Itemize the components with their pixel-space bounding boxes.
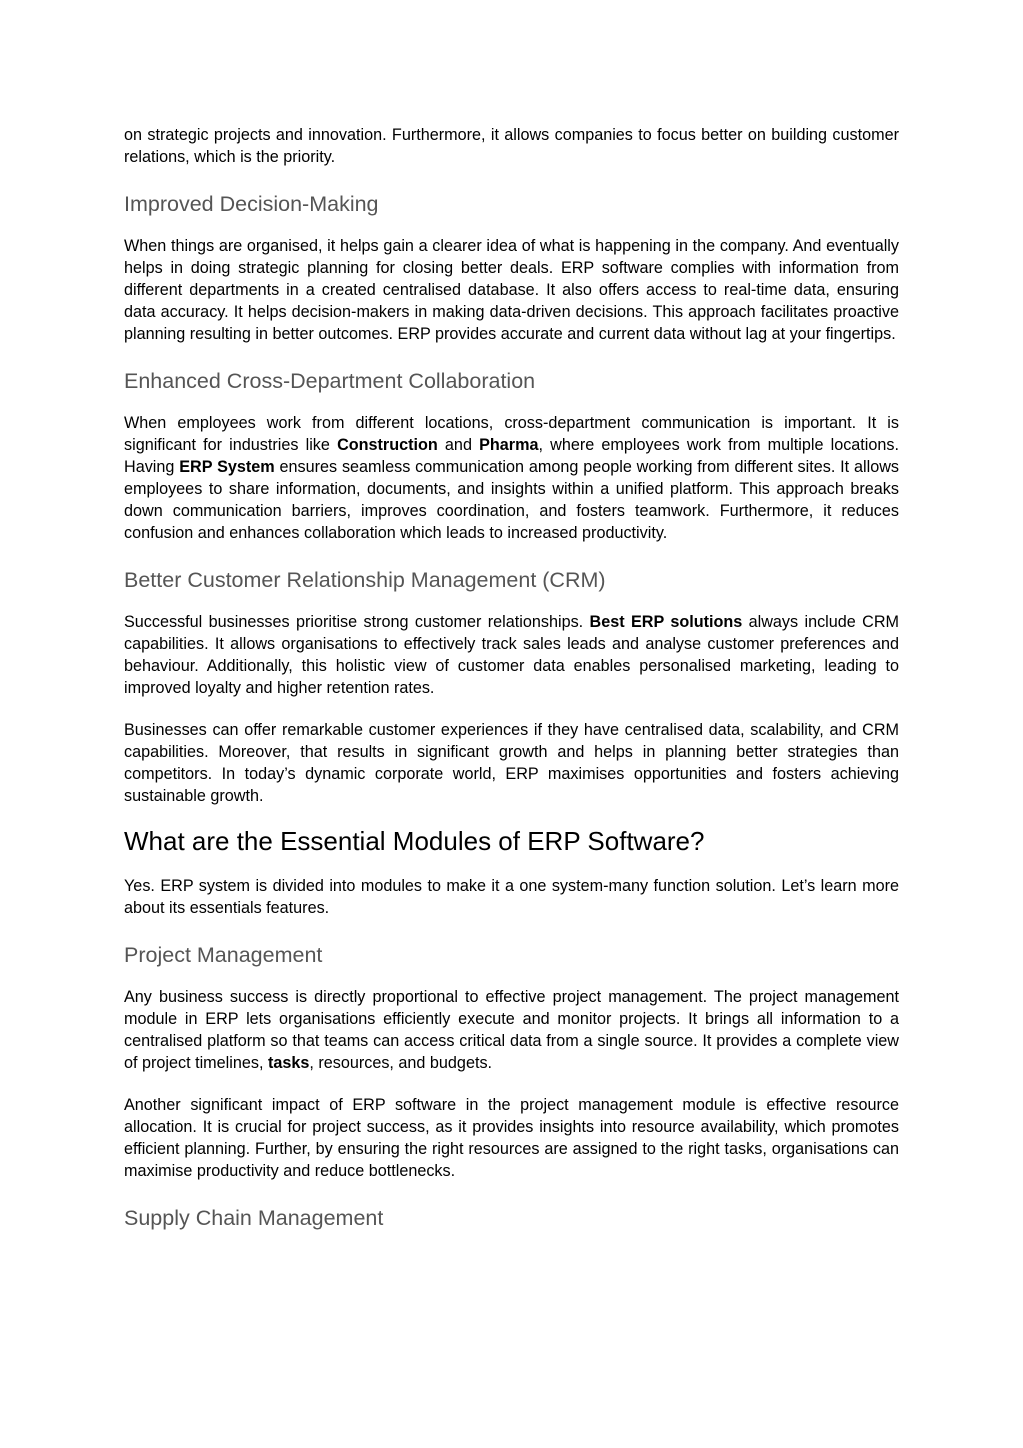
collaboration-paragraph [124, 412, 899, 544]
collab-text-4: ensures seamless communication among people working from different sites. It allows employees to share information, documents, and insights within a unified platform. This approach breaks down communication barriers, improves coordination, and fosters teamwork. Furthermore, it reduces confusion and enhances collaboration which leads to increased productivity. [124, 458, 900, 542]
crm-paragraph-1 [124, 611, 899, 699]
collab-bold-construction: Construction [337, 436, 438, 454]
heading-project-management: Project Management [124, 943, 323, 967]
heading-cross-department-collaboration: Enhanced Cross-Department Collaboration [124, 369, 536, 393]
heading-crm: Better Customer Relationship Management (CRM) [124, 568, 606, 592]
pm-text-1: Any business success is directly proportional to effective project management. The project management module in ERP lets organisations efficiently execute and monitor projects. It brings all information to a centralised platform so that teams can access critical data from a single source. It provides a complete view of project timelines, [124, 988, 899, 1072]
collab-bold-erp-system: ERP System [179, 458, 275, 476]
pm-text-2: , resources, and budgets. [309, 1054, 493, 1072]
crm-bold-best-erp-solutions: Best ERP solutions [589, 613, 743, 631]
collab-text-3: , where employees work from multiple locations. Having [124, 436, 899, 476]
heading-supply-chain-management: Supply Chain Management [124, 1206, 384, 1230]
intro-paragraph: on strategic projects and innovation. Furthermore, it allows companies to focus better on building customer relations, which is the priority. [124, 126, 899, 166]
collab-text-1: When employees work from different locations, cross-department communication is important. It is significant for industries like [124, 414, 899, 454]
crm-paragraph-2: Businesses can offer remarkable customer experiences if they have centralised data, scalability, and CRM capabilities. Moreover, that results in significant growth and helps in planning better strategies than competitors. In today’s dynamic corporate world, ERP maximises opportunities and fosters achieving sustainable growth. [124, 721, 899, 805]
collab-text-2: and [437, 436, 480, 454]
document-page [124, 124, 899, 1232]
pm-bold-tasks: tasks [267, 1054, 310, 1072]
crm-text-2: always include CRM capabilities. It allows organisations to effectively track sales leads and analyse customer preferences and behaviour. Additionally, this holistic view of customer data enables personalised marketing, leading to improved loyalty and higher retention rates. [124, 613, 900, 697]
crm-text-1: Successful businesses prioritise strong customer relationships. [124, 613, 590, 631]
heading-essential-modules: What are the Essential Modules of ERP Software? [124, 826, 705, 856]
heading-improved-decision-making: Improved Decision-Making [124, 192, 379, 216]
project-management-paragraph-2: Another significant impact of ERP software in the project management module is effective resource allocation. It is crucial for project success, as it provides insights into resource availability, which promotes efficient planning. Further, by ensuring the right resources are assigned to the right tasks, organisations can maximise productivity and reduce bottlenecks. [124, 1096, 899, 1180]
modules-paragraph: Yes. ERP system is divided into modules to make it a one system-many function solution. Let’s learn more about its essentials features. [124, 877, 899, 917]
decision-paragraph: When things are organised, it helps gain a clearer idea of what is happening in the company. And eventually helps in doing strategic planning for closing better deals. ERP software complies with information from different departments in a created centralised database. It also offers access to real-time data, ensuring data accuracy. It helps decision-makers in making data-driven decisions. This approach facilitates proactive planning resulting in better outcomes. ERP provides accurate and current data without lag at your fingertips. [124, 237, 899, 343]
project-management-paragraph-1 [124, 986, 899, 1074]
collab-bold-pharma: Pharma [479, 436, 539, 454]
